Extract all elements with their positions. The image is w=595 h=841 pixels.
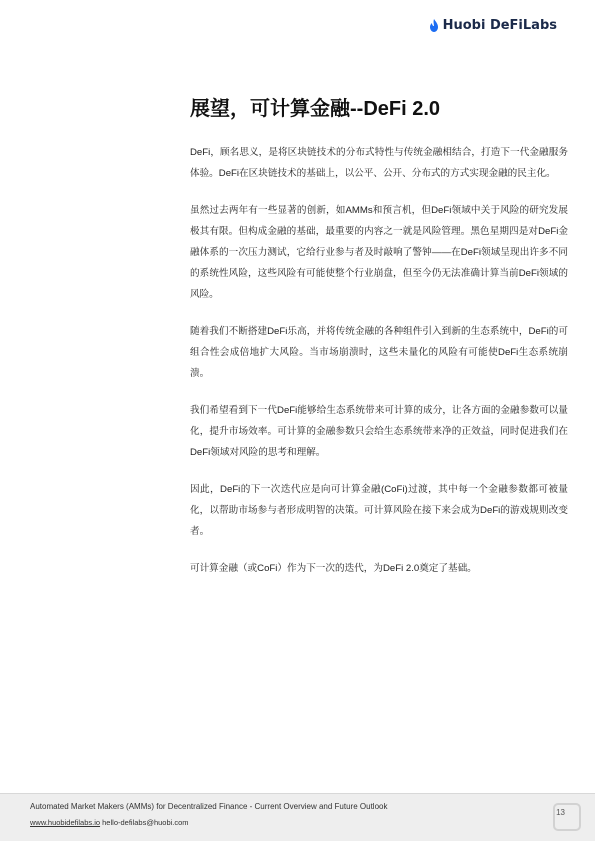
footer-contact	[30, 818, 189, 827]
paragraph: 我们希望看到下一代DeFi能够给生态系统带来可计算的成分，让各方面的金融参数可以量化，提升市场效率。可计算的金融参数只会给生态系统带来净的正效益，同时促进我们在DeFi领域对风险的思考和理解。	[190, 405, 568, 458]
email-text[interactable]: hello-defilabs@huobi.com	[102, 818, 189, 827]
watermark-logo	[553, 803, 581, 831]
paragraph: 因此，DeFi的下一次迭代应是向可计算金融(CoFi)过渡，其中每一个金融参数都可被量化，以帮助市场参与者形成明智的决策。可计算风险在接下来会成为DeFi的游戏规则改变者。	[190, 484, 568, 537]
flame-icon	[429, 19, 439, 32]
brand-name: Huobi DeFiLabs	[442, 18, 557, 33]
watermark-icon	[553, 803, 581, 831]
huobi-defilabs-logo	[429, 18, 557, 33]
paragraph: 随着我们不断搭建DeFi乐高，并将传统金融的各种组件引入到新的生态系统中，DeFi的可组合性会成倍地扩大风险。当市场崩溃时，这些未量化的风险有可能使DeFi生态系统崩溃。	[190, 326, 568, 379]
footer-doc-title: Automated Market Makers (AMMs) for Decentralized Finance - Current Overview and Future Outlook	[30, 802, 388, 811]
page-number: 13	[556, 808, 565, 817]
paragraph: 可计算金融（或CoFi）作为下一次的迭代，为DeFi 2.0奠定了基础。	[190, 563, 477, 574]
paragraph: DeFi，顾名思义，是将区块链技术的分布式特性与传统金融相结合，打造下一代金融服务体验。DeFi在区块链技术的基础上，以公平、公开、分布式的方式实现金融的民主化。	[190, 147, 568, 179]
page-title: 展望，可计算金融--DeFi 2.0	[190, 98, 441, 120]
paragraph: 虽然过去两年有一些显著的创新，如AMMs和预言机，但DeFi领域中关于风险的研究发展极其有限。但构成金融的基础，最重要的内容之一就是风险管理。黑色星期四是对DeFi金融体系的一次压力测试，它给行业参与者及时敲响了警钟——在DeFi领域呈现出许多不同的系统性风险，这些风险有可能使整个行业崩盘，但至今仍无法准确计算当前DeFi领域的风险。	[190, 205, 568, 300]
page-footer	[0, 793, 595, 841]
body-text	[190, 142, 568, 595]
website-link[interactable]: www.huobidefilabs.io	[30, 818, 101, 827]
